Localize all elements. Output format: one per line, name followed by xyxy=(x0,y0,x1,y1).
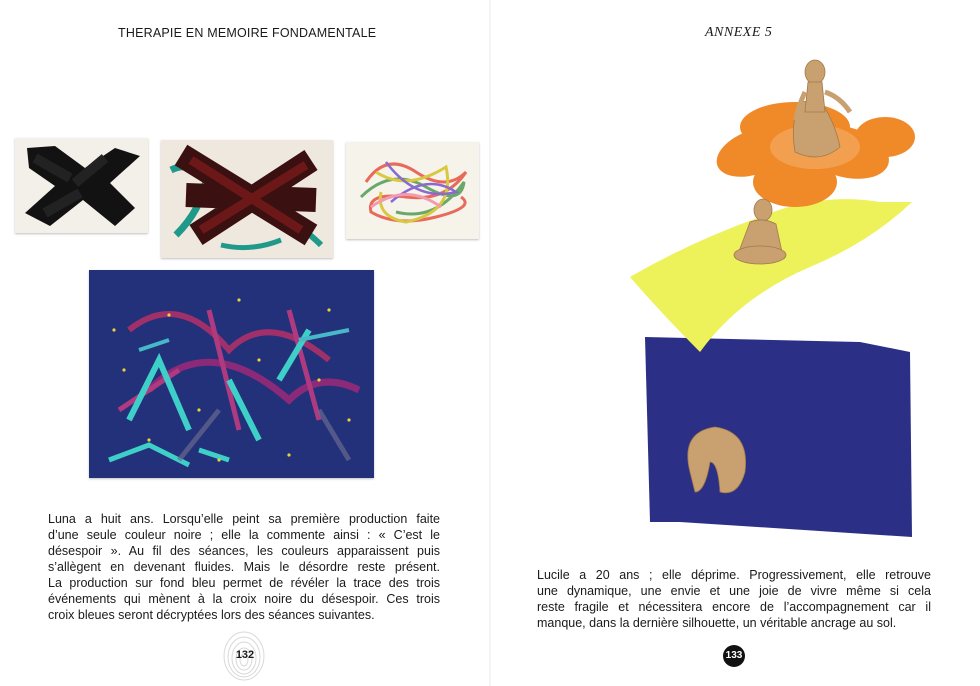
right-paragraph-line: Lucile a 20 ans ; elle déprime. Progressivement, elle retrouve xyxy=(537,568,931,582)
page-number-left: 132 xyxy=(235,649,255,661)
left-paragraph-line: désespoir ». Au fil des séances, les couleurs apparaissent puis xyxy=(48,544,440,558)
left-paragraph-line: croix bleues seront décryptées lors des séances suivantes. xyxy=(48,608,375,622)
right-paragraph-line: une dynamique, une envie et une joie de vivre même si cela xyxy=(537,584,931,598)
clay-figures-photo xyxy=(620,52,940,542)
painting-red-cross xyxy=(161,140,333,258)
left-paragraph-line: La production sur fond bleu permet de révéler la trace des trois xyxy=(48,576,440,590)
running-head-left: THERAPIE EN MEMOIRE FONDAMENTALE xyxy=(118,26,377,40)
left-paragraph-line: Luna a huit ans. Lorsqu’elle peint sa première production faite xyxy=(48,512,440,526)
right-paragraph-line: manque, dans la dernière silhouette, un véritable ancrage au sol. xyxy=(537,616,897,630)
painting-blue-background xyxy=(89,270,374,478)
book-gutter xyxy=(489,0,491,686)
left-paragraph xyxy=(48,511,440,623)
right-paragraph xyxy=(537,567,931,631)
painting-colored-scribbles xyxy=(346,142,479,239)
page-number-right: 133 xyxy=(723,645,745,667)
right-paragraph-line: reste fragile et nécessitera encore de l’accompagnement car il xyxy=(537,600,931,614)
painting-black-cross xyxy=(15,138,148,233)
running-head-right: ANNEXE 5 xyxy=(705,25,773,40)
left-paragraph-line: événements qui mènent à la croix noire du désespoir. Ces trois xyxy=(48,592,440,606)
left-paragraph-line: s’allègent en devenant fluides. Mais le désordre reste présent. xyxy=(48,560,440,574)
left-paragraph-line: d’une seule couleur noire ; elle la commente ainsi : « C’est le xyxy=(48,528,440,542)
